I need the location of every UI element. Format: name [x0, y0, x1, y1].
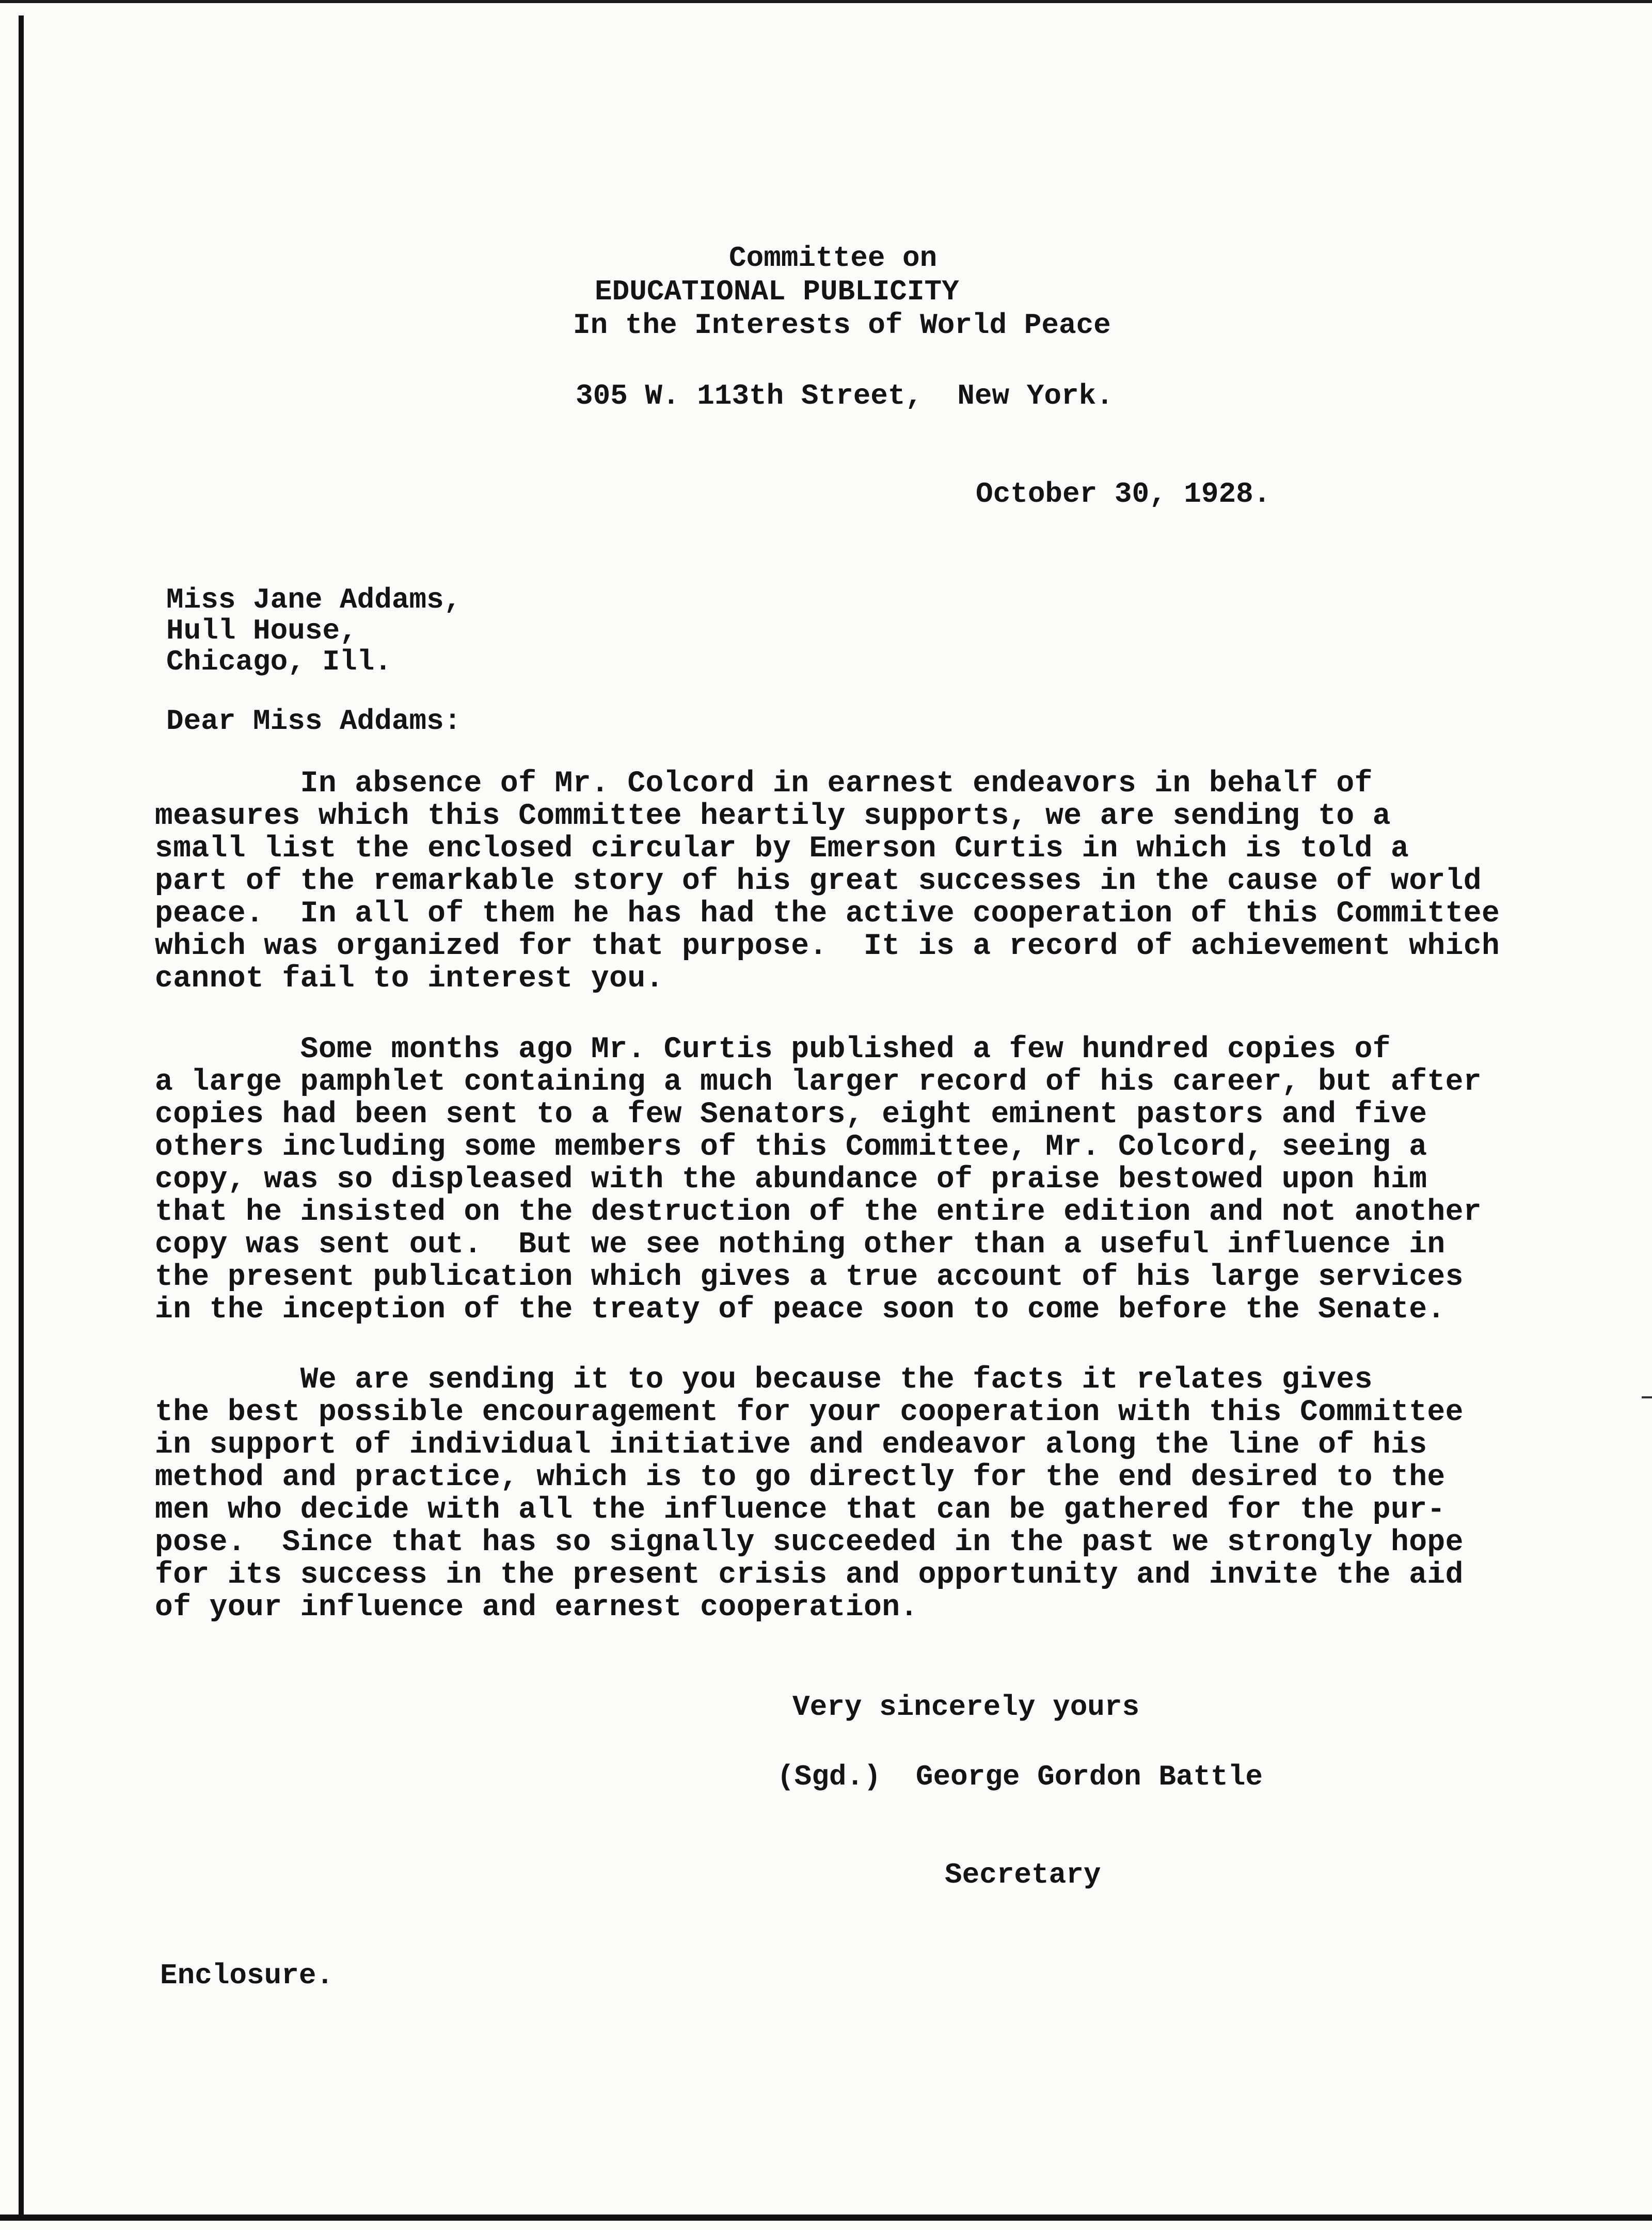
- paragraph1-line: small list the enclosed circular by Emerson Curtis in which is told a: [155, 832, 1409, 866]
- paragraph1-line: which was organized for that purpose. It is a record of achievement which: [155, 930, 1500, 963]
- paragraph2-line: copy was sent out. But we see nothing other than a useful influence in: [155, 1228, 1446, 1262]
- salutation: Dear Miss Addams:: [166, 705, 462, 738]
- paragraph3-line: We are sending it to you because the facts it relates gives: [155, 1363, 1373, 1397]
- paragraph1-line: In absence of Mr. Colcord in earnest endeavors in behalf of: [155, 767, 1373, 801]
- paragraph3-line: pose. Since that has so signally succeeded in the past we strongly hope: [155, 1526, 1464, 1559]
- closing: Very sincerely yours: [792, 1691, 1140, 1724]
- recipient-org: Hull House,: [166, 614, 357, 647]
- paragraph1-line: part of the remarkable story of his great successes in the cause of world: [155, 865, 1482, 898]
- signature-line: (Sgd.) George Gordon Battle: [777, 1760, 1263, 1793]
- paragraph1-line: peace. In all of them he has had the active cooperation of this Committee: [155, 897, 1500, 931]
- paragraph3-line: of your influence and earnest cooperation.: [155, 1591, 918, 1624]
- paragraph3-line: in support of individual initiative and endeavor along the line of his: [155, 1428, 1427, 1462]
- letterhead-org-name: EDUCATIONAL PUBLICITY: [595, 275, 959, 308]
- recipient-name: Miss Jane Addams,: [166, 583, 462, 616]
- paragraph1-line: measures which this Committee heartily supports, we are sending to a: [155, 800, 1391, 833]
- paragraph3-line: for its success in the present crisis and opportunity and invite the aid: [155, 1558, 1464, 1592]
- paragraph2-line: copy, was so displeased with the abundance of praise bestowed upon him: [155, 1163, 1427, 1197]
- signer-title: Secretary: [945, 1858, 1101, 1891]
- letter-date: October 30, 1928.: [976, 477, 1271, 511]
- paragraph2-line: copies had been sent to a few Senators, eight eminent pastors and five: [155, 1098, 1427, 1132]
- paragraph1-line: cannot fail to interest you.: [155, 962, 664, 996]
- paragraph2-line: the present publication which gives a true account of his large services: [155, 1261, 1464, 1294]
- letterhead-committee: Committee on: [729, 242, 938, 275]
- paragraph3-line: men who decide with all the influence that can be gathered for the pur-: [155, 1493, 1446, 1527]
- paragraph2-line: others including some members of this Committee, Mr. Colcord, seeing a: [155, 1130, 1427, 1164]
- letterhead-address: 305 W. 113th Street, New York.: [576, 379, 1114, 412]
- letterhead-tagline: In the Interests of World Peace: [573, 309, 1111, 342]
- paragraph2-line: in the inception of the treaty of peace soon to come before the Senate.: [155, 1293, 1446, 1327]
- enclosure-note: Enclosure.: [160, 1959, 334, 1992]
- paragraph2-line: a large pamphlet containing a much larger record of his career, but after: [155, 1065, 1482, 1099]
- recipient-city: Chicago, Ill.: [166, 645, 392, 678]
- paragraph3-line: the best possible encouragement for your cooperation with this Committee: [155, 1396, 1464, 1429]
- paragraph2-line: that he insisted on the destruction of the entire edition and not another: [155, 1196, 1482, 1229]
- paragraph2-line: Some months ago Mr. Curtis published a few hundred copies of: [155, 1033, 1391, 1066]
- paragraph3-line: method and practice, which is to go directly for the end desired to the: [155, 1461, 1446, 1494]
